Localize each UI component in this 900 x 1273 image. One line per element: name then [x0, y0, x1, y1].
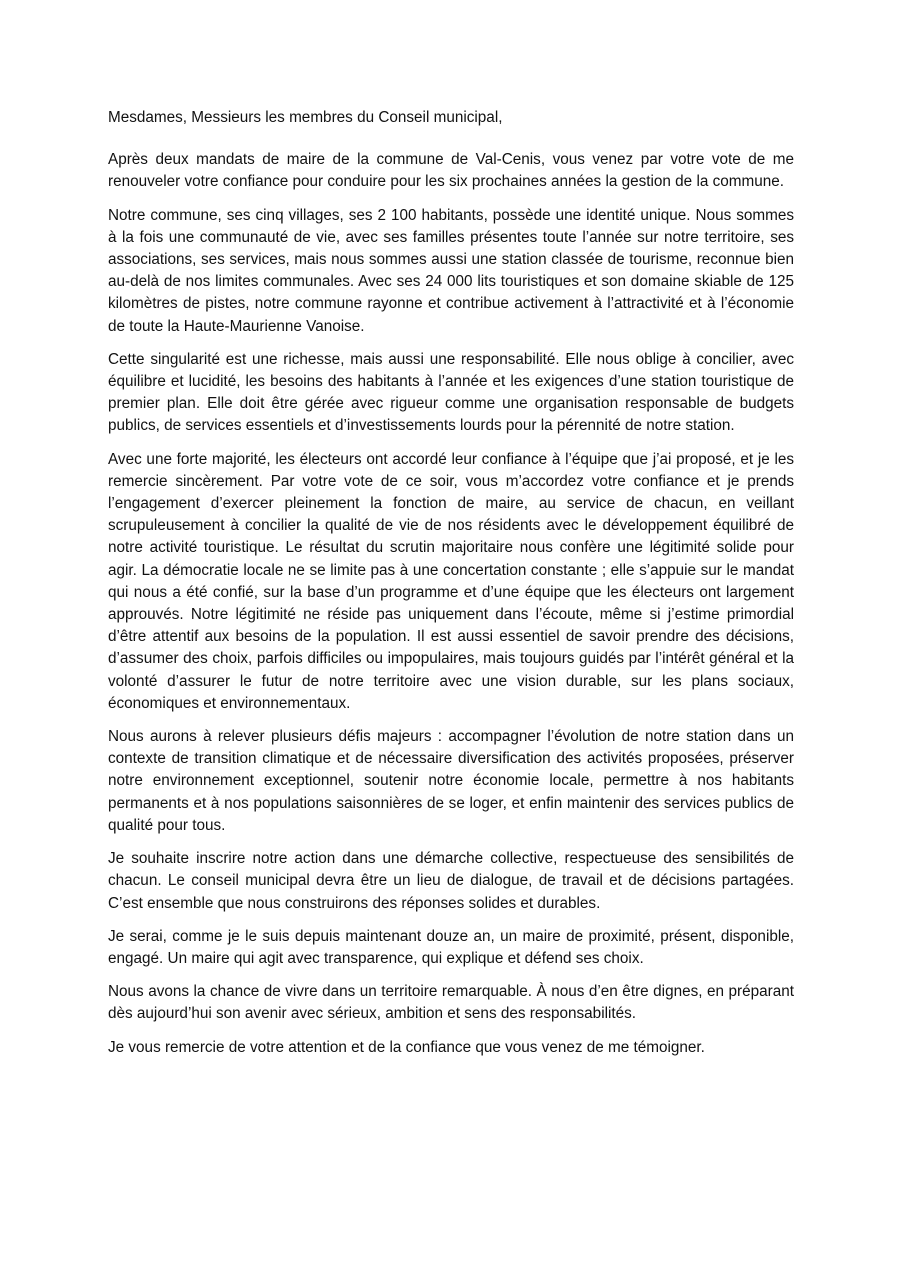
closing-paragraph: Je vous remercie de votre attention et de la confiance que vous venez de me témoigner.: [108, 1038, 705, 1056]
paragraph-5: Nous aurons à relever plusieurs défis majeurs : accompagner l’évolution de notre station dans un contexte de transition climatique et de nécessaire diversification des activités proposées, préserver notre environnement exceptionnel, soutenir notre économie locale, permettre à nos habitants permanents et à nos populations saisonnières de se loger, et enfin maintenir des services publics de qualité pour tous.: [108, 728, 794, 834]
paragraph-6: Je souhaite inscrire notre action dans une démarche collective, respectueuse des sensibilités de chacun. Le conseil municipal devra être un lieu de dialogue, de travail et de décisions partagées. C’est ensemble que nous construirons des réponses solides et durables.: [108, 850, 794, 912]
paragraph-4: Avec une forte majorité, les électeurs ont accordé leur confiance à l’équipe que j’ai proposé, et je les remercie sincèrement. Par votre vote de ce soir, vous m’accordez votre confiance et je prends l’engagement d’exercer pleinement la fonction de maire, au service de chacun, en veillant scrupuleusement à concilier la qualité de vie de nos résidents avec le développement équilibré de notre activité touristique. Le résultat du scrutin majoritaire nous confère une légitimité solide pour agir. La démocratie locale ne se limite pas à une concertation constante ; elle s’appuie sur le mandat qui nous a été confié, sur la base d’un programme et d’une équipe que les électeurs ont largement approuvés. Notre légitimité ne réside pas uniquement dans l’écoute, même si j’estime primordial d’être attentif aux besoins de la population. Il est aussi essentiel de savoir prendre des décisions, d’assumer des choix, parfois difficiles ou impopulaires, mais toujours guidés par l’intérêt général et la volonté d’assurer le futur de notre territoire avec une vision durable, sur les plans sociaux, économiques et environnementaux.: [108, 450, 794, 712]
paragraph-7: Je serai, comme je le suis depuis maintenant douze an, un maire de proximité, présent, disponible, engagé. Un maire qui agit avec transparence, qui explique et défend ses choix.: [108, 927, 794, 967]
paragraph-1: Après deux mandats de maire de la commune de Val-Cenis, vous venez par votre vote de me renouveler votre confiance pour conduire pour les six prochaines années la gestion de la commune.: [108, 151, 794, 191]
paragraph-2: Notre commune, ses cinq villages, ses 2 100 habitants, possède une identité unique. Nous sommes à la fois une communauté de vie, avec ses familles présentes toute l’année sur notre territoire, ses associations, ses services, mais nous sommes aussi une station classée de tourisme, reconnue bien au-delà de nos limites communales. Avec ses 24 000 lits touristiques et son domaine skiable de 125 kilomètres de pistes, notre commune rayonne et contribue activement à l’attractivité et à l’économie de toute la Haute-Maurienne Vanoise.: [108, 206, 794, 335]
paragraph-8: Nous avons la chance de vivre dans un territoire remarquable. À nous d’en être dignes, en préparant dès aujourd’hui son avenir avec sérieux, ambition et sens des responsabilités.: [108, 983, 794, 1023]
paragraph-3: Cette singularité est une richesse, mais aussi une responsabilité. Elle nous oblige à concilier, avec équilibre et lucidité, les besoins des habitants à l’année et les exigences d’une station touristique de premier plan. Elle doit être gérée avec rigueur comme une organisation responsable de budgets publics, de services essentiels et d’investissements lourds pour la pérennité de notre station.: [108, 350, 794, 435]
salutation: Mesdames, Messieurs les membres du Conseil municipal,: [108, 109, 503, 126]
letter-body: [108, 107, 794, 1070]
